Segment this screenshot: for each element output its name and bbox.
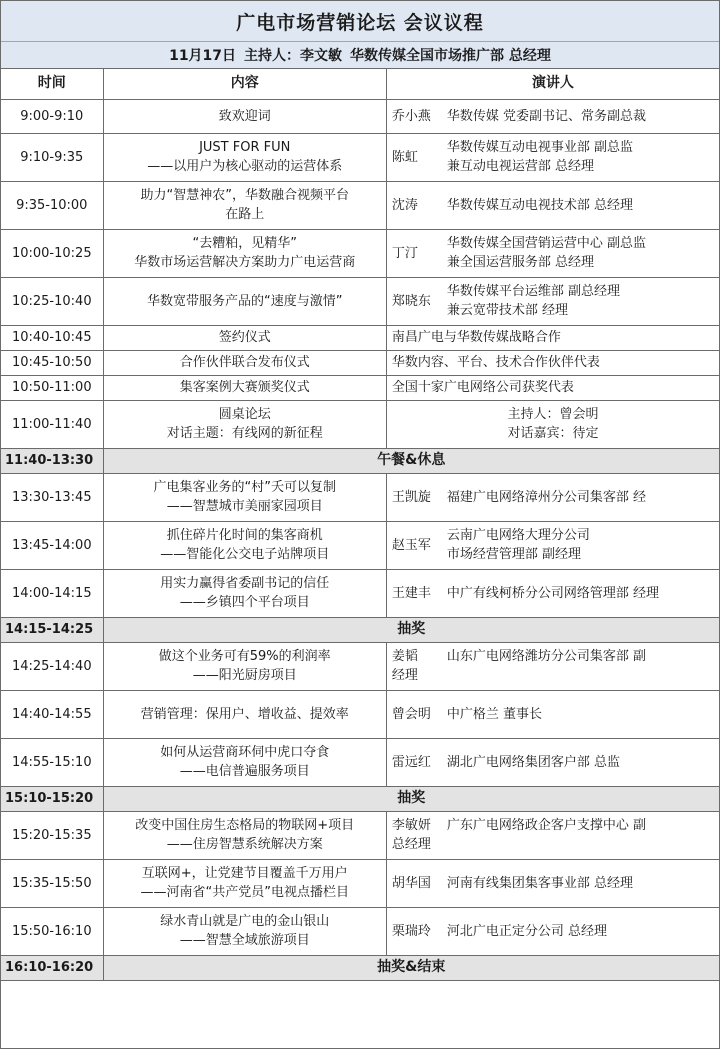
content-line: 在路上 bbox=[225, 207, 265, 222]
content-line: 绿水青山就是广电的金山银山 bbox=[160, 914, 330, 929]
table-row bbox=[1, 133, 719, 181]
row-speaker bbox=[386, 133, 719, 181]
speaker-name: 栗瑞玲 bbox=[391, 923, 431, 939]
table-row bbox=[1, 325, 719, 350]
table-row bbox=[1, 738, 719, 786]
row-content bbox=[103, 375, 386, 400]
speaker-main bbox=[387, 584, 719, 603]
speaker-role bbox=[447, 526, 719, 564]
speaker-role bbox=[447, 922, 719, 941]
content-line: ——智慧城市美丽家园项目 bbox=[166, 499, 323, 514]
speaker-name: 王建丰 bbox=[391, 585, 431, 601]
row-time: 15:20-15:35 bbox=[1, 811, 103, 859]
host-bar bbox=[1, 42, 719, 69]
table-row bbox=[1, 569, 719, 617]
table-row bbox=[1, 786, 719, 811]
host-label: 主持人：李文敏 bbox=[244, 48, 343, 64]
speaker-role bbox=[447, 107, 719, 126]
content-line: 营销管理：保用户、增收益、提效率 bbox=[140, 706, 349, 722]
row-content bbox=[103, 907, 386, 955]
row-time: 14:40-14:55 bbox=[1, 690, 103, 738]
content-line: ——智能化公交电子站牌项目 bbox=[160, 547, 330, 562]
table-row bbox=[1, 350, 719, 375]
row-content bbox=[103, 277, 386, 325]
row-time: 10:00-10:25 bbox=[1, 229, 103, 277]
speaker-main bbox=[387, 816, 719, 835]
speaker-role-line: 中广格兰 董事长 bbox=[446, 706, 543, 722]
speaker-role-continued: 总经理 bbox=[391, 837, 431, 852]
row-time: 10:25-10:40 bbox=[1, 277, 103, 325]
table-row bbox=[1, 955, 719, 980]
row-time: 13:30-13:45 bbox=[1, 473, 103, 521]
content-line: ——以用户为核心驱动的运营体系 bbox=[147, 159, 343, 174]
speaker-block bbox=[387, 584, 719, 603]
row-time: 14:00-14:15 bbox=[1, 569, 103, 617]
table-row bbox=[1, 617, 719, 642]
content-line: 改变中国住房生态格局的物联网+项目 bbox=[135, 818, 355, 833]
content-line: ——住房智慧系统解决方案 bbox=[166, 837, 323, 852]
table-row bbox=[1, 642, 719, 690]
row-speaker bbox=[386, 350, 719, 375]
speaker-role-line: 华数传媒 党委副书记、常务副总裁 bbox=[446, 108, 647, 124]
row-content bbox=[103, 859, 386, 907]
header-content: 内容 bbox=[103, 69, 386, 99]
speaker-main bbox=[387, 488, 719, 507]
row-content bbox=[103, 473, 386, 521]
speaker-block bbox=[387, 282, 719, 320]
header-speaker: 演讲人 bbox=[386, 69, 719, 99]
table-row bbox=[1, 811, 719, 859]
row-content bbox=[103, 229, 386, 277]
table-row bbox=[1, 521, 719, 569]
speaker-role-line: 福建广电网络漳州分公司集客部 经 bbox=[446, 489, 647, 505]
content-line: ——电信普遍服务项目 bbox=[179, 764, 310, 779]
host-date: 11月17日 bbox=[169, 48, 237, 64]
speaker-block bbox=[387, 922, 719, 941]
speaker-name: 曾会明 bbox=[391, 706, 431, 722]
speaker-name: 郑晓东 bbox=[391, 293, 431, 309]
speaker-block bbox=[387, 488, 719, 507]
row-time: 15:10-15:20 bbox=[1, 786, 103, 811]
speaker-name: 王凯旋 bbox=[391, 489, 431, 505]
speaker-role-continued: 经理 bbox=[391, 668, 418, 683]
row-speaker bbox=[386, 473, 719, 521]
row-time: 11:00-11:40 bbox=[1, 400, 103, 448]
speaker-block bbox=[387, 705, 719, 724]
host-org: 华数传媒全国市场推广部 总经理 bbox=[350, 48, 551, 64]
row-speaker bbox=[386, 690, 719, 738]
table-row bbox=[1, 448, 719, 473]
speaker-name: 陈虹 bbox=[391, 149, 418, 165]
content-line: 圆桌论坛 bbox=[218, 407, 271, 422]
content-line: ——乡镇四个平台项目 bbox=[179, 595, 310, 610]
speaker-role-line: 兼互动电视运营部 总经理 bbox=[446, 159, 595, 174]
speaker-main bbox=[387, 526, 719, 564]
speaker-text: 全国十家广电网络公司获奖代表 bbox=[391, 380, 574, 395]
content-line: ——河南省“共产党员”电视点播栏目 bbox=[140, 885, 349, 900]
speaker-main bbox=[387, 753, 719, 772]
speaker-role-line: 华数传媒平台运维部 副总经理 bbox=[446, 284, 621, 299]
content-line: JUST FOR FUN bbox=[199, 140, 291, 155]
speaker-block bbox=[387, 753, 719, 772]
speaker-role bbox=[447, 753, 719, 772]
content-line: 用实力赢得省委副书记的信任 bbox=[160, 576, 330, 591]
speaker-role bbox=[447, 816, 719, 835]
table-row bbox=[1, 859, 719, 907]
row-content bbox=[103, 738, 386, 786]
row-content bbox=[103, 181, 386, 229]
break-label: 抽奖&结束 bbox=[103, 955, 719, 980]
speaker-role-line: 兼全国运营服务部 总经理 bbox=[446, 255, 595, 270]
table-row bbox=[1, 375, 719, 400]
row-time: 9:10-9:35 bbox=[1, 133, 103, 181]
speaker-role-line: 华数传媒互动电视事业部 副总监 bbox=[446, 140, 634, 155]
content-line: “去糟粕，见精华” bbox=[192, 236, 297, 251]
row-speaker bbox=[386, 181, 719, 229]
content-line: ——阳光厨房项目 bbox=[192, 668, 297, 683]
speaker-block bbox=[387, 526, 719, 564]
speaker-role-line: 兼云宽带技术部 经理 bbox=[446, 303, 569, 318]
row-speaker bbox=[386, 325, 719, 350]
table-row bbox=[1, 181, 719, 229]
content-line: 签约仪式 bbox=[218, 330, 271, 345]
speaker-role bbox=[447, 488, 719, 507]
table-row bbox=[1, 907, 719, 955]
table-row bbox=[1, 99, 719, 133]
content-line: 广电集客业务的“村”夭可以复制 bbox=[153, 480, 336, 495]
content-line: 对话主题：有线网的新征程 bbox=[166, 426, 323, 441]
row-time: 14:55-15:10 bbox=[1, 738, 103, 786]
row-content bbox=[103, 99, 386, 133]
table-row bbox=[1, 277, 719, 325]
header-time: 时间 bbox=[1, 69, 103, 99]
speaker-name: 姜韬 bbox=[391, 649, 418, 664]
row-speaker bbox=[386, 375, 719, 400]
speaker-main bbox=[387, 705, 719, 724]
row-time: 15:50-16:10 bbox=[1, 907, 103, 955]
row-content bbox=[103, 521, 386, 569]
row-speaker bbox=[386, 277, 719, 325]
header-row bbox=[1, 69, 719, 99]
speaker-role-line: 广东广电网络政企客户支撑中心 副 bbox=[446, 818, 647, 833]
row-time: 14:25-14:40 bbox=[1, 642, 103, 690]
speaker-main bbox=[387, 922, 719, 941]
speaker-main bbox=[387, 107, 719, 126]
row-speaker bbox=[386, 859, 719, 907]
row-time: 10:50-11:00 bbox=[1, 375, 103, 400]
agenda-title: 广电市场营销论坛 会议议程 bbox=[1, 1, 719, 42]
content-line: 华数宽带服务产品的“速度与激情” bbox=[146, 293, 343, 309]
speaker-role-line: 中广有线柯桥分公司网络管理部 经理 bbox=[446, 585, 660, 601]
content-line: 助力“智慧神农”，华数融合视频平台 bbox=[140, 188, 349, 203]
speaker-main bbox=[387, 234, 719, 272]
speaker-name: 乔小燕 bbox=[391, 108, 431, 124]
row-speaker bbox=[386, 642, 719, 690]
row-content bbox=[103, 350, 386, 375]
speaker-name: 胡华国 bbox=[391, 875, 431, 891]
speaker-role bbox=[447, 196, 719, 215]
row-content bbox=[103, 400, 386, 448]
row-time: 10:45-10:50 bbox=[1, 350, 103, 375]
break-label: 午餐&休息 bbox=[103, 448, 719, 473]
content-line: 做这个业务可有59%的利润率 bbox=[158, 649, 331, 664]
content-line: 合作伙伴联合发布仪式 bbox=[179, 355, 310, 370]
speaker-main bbox=[387, 282, 719, 320]
row-time: 16:10-16:20 bbox=[1, 955, 103, 980]
content-line: 华数市场运营解决方案助力广电运营商 bbox=[134, 255, 356, 270]
row-speaker bbox=[386, 907, 719, 955]
speaker-block bbox=[387, 816, 719, 854]
row-speaker bbox=[386, 99, 719, 133]
speaker-block bbox=[387, 647, 719, 685]
content-line: 集客案例大赛颁奖仪式 bbox=[179, 380, 310, 395]
speaker-main bbox=[387, 647, 719, 666]
speaker-role-line: 湖北广电网络集团客户部 总监 bbox=[446, 754, 621, 770]
break-label: 抽奖 bbox=[103, 617, 719, 642]
speaker-main bbox=[387, 874, 719, 893]
row-speaker bbox=[386, 521, 719, 569]
row-content bbox=[103, 811, 386, 859]
content-line: 如何从运营商环伺中虎口夺食 bbox=[160, 745, 330, 760]
row-content bbox=[103, 325, 386, 350]
row-time: 13:45-14:00 bbox=[1, 521, 103, 569]
speaker-name: 雷远红 bbox=[391, 754, 431, 770]
row-content bbox=[103, 133, 386, 181]
table-row bbox=[1, 229, 719, 277]
speaker-line: 主持人：曾会明 bbox=[507, 407, 599, 422]
speaker-name: 丁汀 bbox=[391, 245, 418, 261]
table-row bbox=[1, 473, 719, 521]
table-row bbox=[1, 690, 719, 738]
row-speaker bbox=[386, 400, 719, 448]
row-speaker bbox=[386, 229, 719, 277]
row-time: 10:40-10:45 bbox=[1, 325, 103, 350]
speaker-role-line: 华数传媒互动电视技术部 总经理 bbox=[446, 197, 634, 213]
speaker-block bbox=[387, 196, 719, 215]
speaker-role-line: 山东广电网络潍坊分公司集客部 副 bbox=[446, 649, 647, 664]
row-content bbox=[103, 569, 386, 617]
speaker-role bbox=[447, 282, 719, 320]
speaker-role bbox=[447, 234, 719, 272]
row-speaker bbox=[386, 569, 719, 617]
speaker-block bbox=[387, 234, 719, 272]
row-speaker bbox=[386, 738, 719, 786]
speaker-block bbox=[387, 138, 719, 176]
content-line: 致欢迎词 bbox=[218, 108, 271, 124]
row-time: 9:00-9:10 bbox=[1, 99, 103, 133]
row-content bbox=[103, 690, 386, 738]
speaker-role-line: 河北广电正定分公司 总经理 bbox=[446, 923, 608, 939]
speaker-block bbox=[387, 874, 719, 893]
speaker-main bbox=[387, 196, 719, 215]
speaker-role-line: 河南有线集团集客事业部 总经理 bbox=[446, 875, 634, 891]
row-speaker bbox=[386, 811, 719, 859]
speaker-line: 对话嘉宾：待定 bbox=[507, 426, 599, 441]
speaker-main bbox=[387, 138, 719, 176]
speaker-role bbox=[447, 138, 719, 176]
table-row bbox=[1, 400, 719, 448]
row-time: 14:15-14:25 bbox=[1, 617, 103, 642]
row-content bbox=[103, 642, 386, 690]
speaker-role bbox=[447, 874, 719, 893]
speaker-name: 沈涛 bbox=[391, 197, 418, 213]
speaker-name: 赵玉军 bbox=[391, 537, 431, 553]
content-line: 互联网+，让党建节目覆盖千万用户 bbox=[141, 866, 348, 881]
speaker-role bbox=[447, 647, 719, 666]
agenda-table bbox=[1, 69, 719, 981]
break-label: 抽奖 bbox=[103, 786, 719, 811]
speaker-text: 南昌广电与华数传媒战略合作 bbox=[391, 330, 561, 345]
speaker-role bbox=[447, 584, 719, 603]
speaker-name: 李敏妍 bbox=[391, 818, 431, 833]
row-time: 11:40-13:30 bbox=[1, 448, 103, 473]
speaker-role bbox=[447, 705, 719, 724]
content-line: ——智慧全域旅游项目 bbox=[179, 933, 310, 948]
speaker-role-line: 市场经营管理部 副经理 bbox=[446, 547, 582, 562]
speaker-role-line: 云南广电网络大理分公司 bbox=[446, 528, 590, 543]
row-time: 15:35-15:50 bbox=[1, 859, 103, 907]
speaker-text: 华数内容、平台、技术合作伙伴代表 bbox=[391, 355, 600, 370]
speaker-center bbox=[387, 405, 719, 443]
speaker-role-line: 华数传媒全国营销运营中心 副总监 bbox=[446, 236, 647, 251]
speaker-block bbox=[387, 107, 719, 126]
row-time: 9:35-10:00 bbox=[1, 181, 103, 229]
content-line: 抓住碎片化时间的集客商机 bbox=[166, 528, 323, 543]
